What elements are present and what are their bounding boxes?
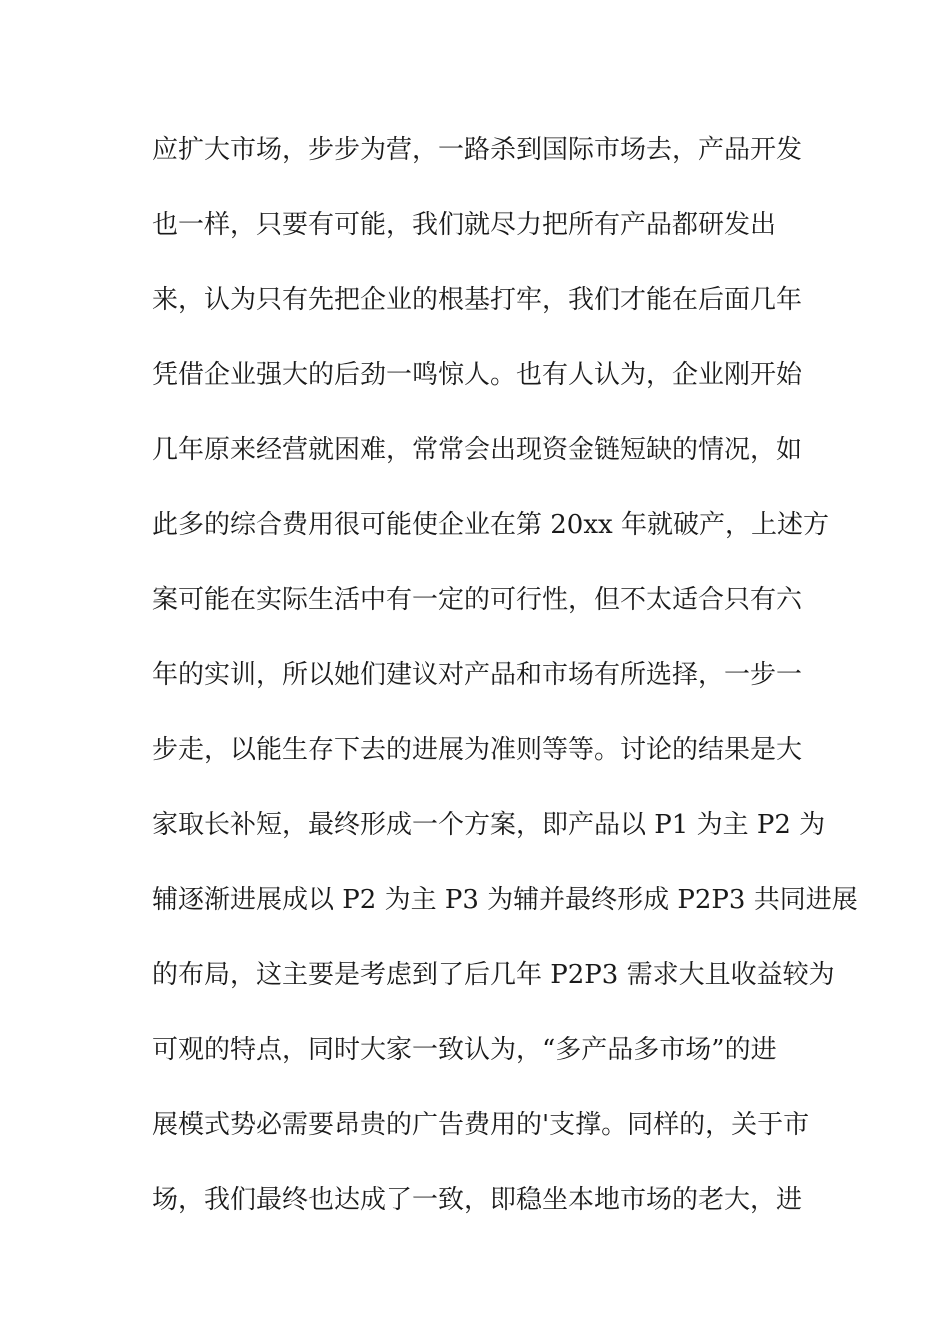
text-line: 家取长补短，最终形成一个方案，即产品以 P1 为主 P2 为 <box>152 810 826 840</box>
text-line: 的布局，这主要是考虑到了后几年 P2P3 需求大且收益较为 <box>152 960 835 990</box>
text-line: 年的实训，所以她们建议对产品和市场有所选择，一步一 <box>152 660 803 690</box>
text-line: 也一样，只要有可能，我们就尽力把所有产品都研发出 <box>152 210 777 240</box>
text-line: 案可能在实际生活中有一定的可行性，但不太适合只有六 <box>152 585 803 615</box>
text-line: 可观的特点，同时大家一致认为，“多产品多市场”的进 <box>152 1035 777 1065</box>
text-line: 辅逐渐进展成以 P2 为主 P3 为辅并最终形成 P2P3 共同进展 <box>152 885 858 915</box>
text-line: 来，认为只有先把企业的根基打牢，我们才能在后面几年 <box>152 285 803 315</box>
text-line: 几年原来经营就困难，常常会出现资金链短缺的情况，如 <box>152 435 803 465</box>
text-line: 凭借企业强大的后劲一鸣惊人。也有人认为，企业刚开始 <box>152 360 803 390</box>
text-line: 此多的综合费用很可能使企业在第 20xx 年就破产，上述方 <box>152 510 829 540</box>
text-line: 应扩大市场，步步为营，一路杀到国际市场去，产品开发 <box>152 135 803 165</box>
text-line: 展模式势必需要昂贵的广告费用的'支撑。同样的，关于市 <box>152 1110 810 1140</box>
text-line: 步走，以能生存下去的进展为准则等等。讨论的结果是大 <box>152 735 803 765</box>
text-line: 场，我们最终也达成了一致，即稳坐本地市场的老大，进 <box>152 1185 803 1215</box>
